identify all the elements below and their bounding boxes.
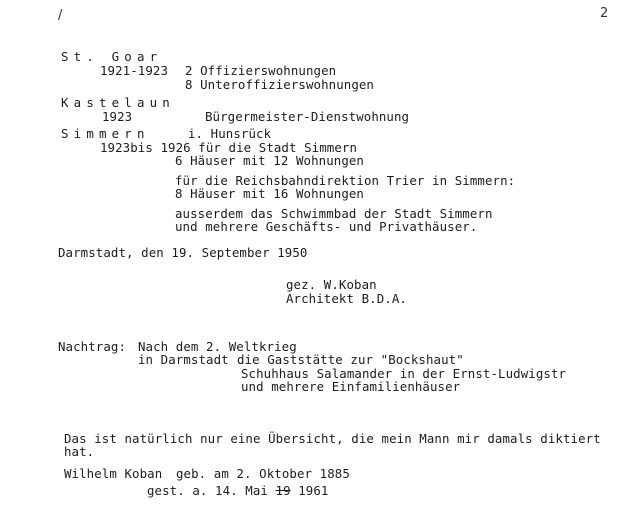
kastelaun-year: 1923 bbox=[102, 109, 133, 124]
bio-born: geb. am 2. Oktober 1885 bbox=[176, 466, 350, 481]
corner-mark-left: / bbox=[58, 8, 63, 23]
heading-kastelaun: Kastelaun bbox=[61, 95, 175, 110]
kastelaun-line-1: Bürgermeister-Dienstwohnung bbox=[205, 109, 410, 124]
simmern-line-6: und mehrere Geschäfts- und Privathäuser. bbox=[175, 219, 478, 234]
simmern-line-1: 1923bis 1926 für die Stadt Simmern bbox=[100, 140, 358, 155]
heading-simmern: Simmern bbox=[61, 126, 150, 141]
signature-line-1: gez. W.Koban bbox=[286, 277, 377, 292]
heading-st-goar: St. Goar bbox=[61, 49, 163, 64]
bio-died-year: 1961 bbox=[298, 483, 329, 498]
bio-died-prefix: gest. a. 14. Mai bbox=[147, 483, 268, 498]
nachtrag-line-2: die Gaststätte zur "Bockshaut" bbox=[237, 352, 464, 367]
st-goar-line-2: 8 Unteroffizierswohnungen bbox=[185, 77, 374, 92]
simmern-line-5: ausserdem das Schwimmbad der Stadt Simmern bbox=[175, 206, 493, 221]
st-goar-line-1: 2 Offizierswohnungen bbox=[185, 63, 337, 78]
simmern-line-2: 6 Häuser mit 12 Wohnungen bbox=[175, 153, 364, 168]
note-line-1: Das ist natürlich nur eine Übersicht, die mein Mann mir damals diktiert bbox=[64, 431, 601, 446]
page-number-mark: 2 bbox=[600, 6, 609, 21]
st-goar-years: 1921-1923 bbox=[100, 63, 169, 78]
nachtrag-line-4: und mehrere Einfamilienhäuser bbox=[241, 379, 461, 394]
bio-died bbox=[147, 484, 328, 498]
simmern-line-4: 8 Häuser mit 16 Wohnungen bbox=[175, 186, 364, 201]
nachtrag-line-2-prefix: in Darmstadt bbox=[138, 352, 229, 367]
nachtrag-line-1: Nach dem 2. Weltkrieg bbox=[138, 339, 297, 354]
signature-line-2: Architekt B.D.A. bbox=[286, 291, 407, 306]
nachtrag-line-3: Schuhhaus Salamander in der Ernst-Ludwigstr bbox=[241, 366, 567, 381]
heading-simmern-suffix: i. Hunsrück bbox=[188, 126, 272, 141]
nachtrag-label: Nachtrag: bbox=[58, 339, 127, 354]
date-line: Darmstadt, den 19. September 1950 bbox=[58, 245, 308, 260]
simmern-line-3: für die Reichsbahndirektion Trier in Simmern: bbox=[175, 173, 516, 188]
bio-died-struck: 19 bbox=[275, 483, 291, 498]
bio-name: Wilhelm Koban bbox=[64, 466, 163, 481]
note-line-2: hat. bbox=[64, 444, 95, 459]
